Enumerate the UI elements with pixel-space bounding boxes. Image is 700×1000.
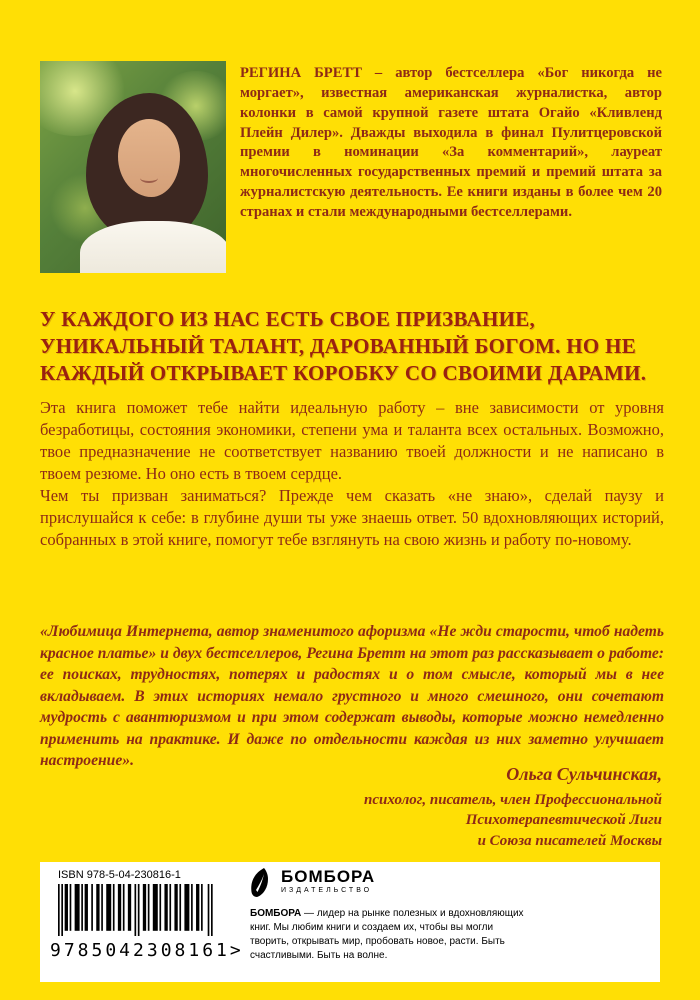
publisher-subtitle: ИЗДАТЕЛЬСТВО [281, 886, 373, 894]
reviewer-title-line: Психотерапевтической Лиги [465, 812, 662, 829]
footer-panel [40, 862, 660, 982]
author-bio-text: – автор бестселлера «Бог никогда не моргает», известная американская журналистка, автор колонки в самой крупной газете штата Огайо «Кливленд Плейн Дилер». Дважды выходила в финал Пулитцеровской премии в номинации «За комментарий», лауреат многочисленных государственных премий и премий штата за журналистскую деятельность. Ее книги изданы в более чем 20 странах и стали международными бестселлерами. [240, 65, 662, 220]
reviewer-name: Ольга Сульчинская, [506, 764, 662, 784]
author-shirt [80, 221, 226, 273]
author-smile [140, 173, 158, 183]
barcode-number: 9785042308161> [50, 940, 244, 961]
author-name: РЕГИНА БРЕТТ [240, 65, 362, 81]
annotation-paragraph-2: Чем ты призван заниматься? Прежде чем сказать «не знаю», сделай паузу и прислушайся к себе: в глубине души ты уже знаешь ответ. 50 вдохновляющих историй, собранных в этой книге, помогут тебе взглянуть на свою жизнь и работу по-новому. [40, 485, 664, 549]
barcode [58, 884, 216, 936]
author-photo [40, 61, 226, 273]
bombora-logo-icon [250, 868, 274, 898]
publisher-logo-row [250, 868, 550, 898]
publisher-description-lead: БОМБОРА [250, 908, 302, 919]
author-bio [240, 64, 662, 223]
review-quote: «Любимица Интернета, автор знаменитого афоризма «Не жди старости, чтоб надеть красное платье» и двух бестселлеров, Регина Бретт на этот раз рассказывает о работе: ее поисках, трудностях, потерях и радостях и о том смысле, который мы в нее вкладываем. В этих историях немало грустного и много смешного, они сочетают мудрость с авантюризмом и при этом содержат выводы, которые можно немедленно применить на практике. И даже по отдельности каждая из них заметно улучшает настроение». [40, 623, 664, 770]
author-face [118, 119, 180, 197]
annotation-text [40, 397, 664, 551]
reviewer-title-line: и Союза писателей Москвы [477, 832, 662, 849]
publisher-description-text: — лидер на рынке полезных и вдохновляющих книг. Мы любим книги и создаем их, чтобы вы могли творить, открывать мир, пробовать новое, расти. Быть счастливыми. Быть на волне. [250, 908, 524, 961]
review-attribution [40, 764, 662, 851]
annotation-paragraph-1: Эта книга поможет тебе найти идеальную работу – вне зависимости от уровня безработицы, состояния экономики, степени ума и таланта всех остальных. Возможно, твое предназначение не соответствует названию твоей должности и не написано в твоем резюме. Но оно есть в твоем сердце. [40, 398, 664, 483]
publisher-description [250, 907, 532, 963]
reviewer-title-line: психолог, писатель, член Профессиональной [364, 792, 662, 808]
isbn-label: ISBN 978-5-04-230816-1 [58, 869, 181, 881]
publisher-name-block [281, 868, 375, 894]
headline: У КАЖДОГО ИЗ НАС ЕСТЬ СВОЕ ПРИЗВАНИЕ, УНИКАЛЬНЫЙ ТАЛАНТ, ДАРОВАННЫЙ БОГОМ. НО НЕ КАЖДЫЙ ОТКРЫВАЕТ КОРОБКУ СО СВОИМИ ДАРАМИ. [40, 307, 647, 385]
publisher-name: БОМБОРА [281, 867, 376, 886]
publisher-block [250, 868, 550, 963]
